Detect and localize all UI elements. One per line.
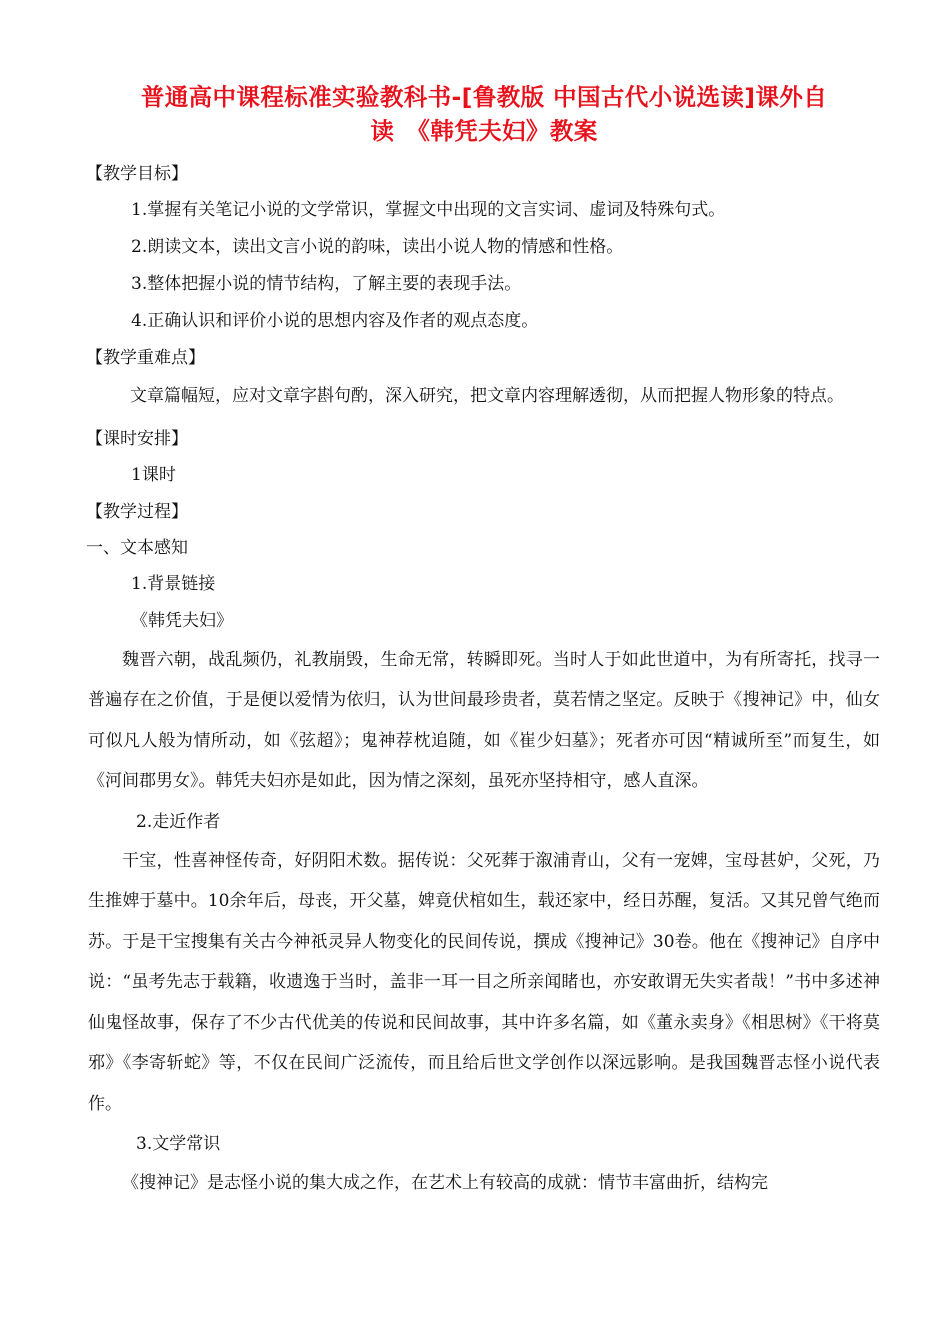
- part-heading-text-perception: 一、文本感知: [86, 537, 188, 558]
- section-heading-goals: 【教学目标】: [86, 164, 188, 184]
- section-heading-keypoints: 【教学重难点】: [86, 348, 205, 368]
- sub-heading-author: 2.走近作者: [136, 811, 221, 832]
- sub-heading-literary-knowledge: 3.文学常识: [136, 1134, 221, 1154]
- literary-knowledge-text: 《搜神记》是志怪小说的集大成之作，在艺术上有较高的成就：情节丰富曲折，结构完: [122, 1173, 768, 1193]
- goal-item: 3.整体把握小说的情节结构，了解主要的表现手法。: [131, 274, 522, 294]
- title-line-2: 读 《韩凭夫妇》教案: [370, 117, 598, 145]
- goal-item: 1.掌握有关笔记小说的文学常识，掌握文中出现的文言实词、虚词及特殊句式。: [131, 200, 726, 220]
- sub-title-work: 《韩凭夫妇》: [131, 610, 233, 631]
- goal-item: 4.正确认识和评价小说的思想内容及作者的观点态度。: [131, 311, 539, 331]
- author-text: 干宝，性喜神怪传奇，好阴阳术数。据传说：父死葬于溆浦青山，父有一宠婢，宝母甚妒，父死，乃生推婢于墓中。10余年后，母丧，开父墓，婢竟伏棺如生，载还家中，经日苏醒，复活。又其兄曾气绝而苏。于是干宝搜集有关古今神祇灵异人物变化的民间传说，撰成《搜神记》30卷。他在《搜神记》自序中说：“虽考先志于载籍，收遗逸于当时，盖非一耳一目之所亲闻睹也，亦安敢谓无失实者哉！”书中多述神仙鬼怪故事，保存了不少古代优美的传说和民间故事，其中许多名篇，如《董永卖身》《相思树》《干将莫邪》《李寄斩蛇》等，不仅在民间广泛流传，而且给后世文学创作以深远影响。是我国魏晋志怪小说代表作。: [88, 850, 880, 1114]
- document-title: [88, 80, 880, 148]
- schedule-text: 1课时: [131, 464, 176, 485]
- section-heading-process: 【教学过程】: [86, 501, 188, 522]
- title-line-1: 普通高中课程标准实验教科书-[鲁教版 中国古代小说选读]课外自: [140, 83, 828, 111]
- sub-heading-background: 1.背景链接: [131, 573, 216, 594]
- background-text: 魏晋六朝，战乱频仍，礼教崩毁，生命无常，转瞬即死。当时人于如此世道中，为有所寄托，找寻一普遍存在之价值，于是便以爱情为依归，认为世间最珍贵者，莫若情之坚定。反映于《搜神记》中，仙女可似凡人般为情所动，如《弦超》；鬼神荐枕追随，如《崔少妇墓》；死者亦可因“精诚所至”而复生，如《河间郡男女》。韩凭夫妇亦是如此，因为情之深刻，虽死亦坚持相守，感人直深。: [88, 649, 880, 791]
- goal-item: 2.朗读文本，读出文言小说的韵味，读出小说人物的情感和性格。: [131, 237, 624, 257]
- keypoints-text: 文章篇幅短，应对文章字斟句酌，深入研究，把文章内容理解透彻，从而把握人物形象的特点。: [130, 386, 844, 406]
- section-heading-schedule: 【课时安排】: [86, 428, 188, 449]
